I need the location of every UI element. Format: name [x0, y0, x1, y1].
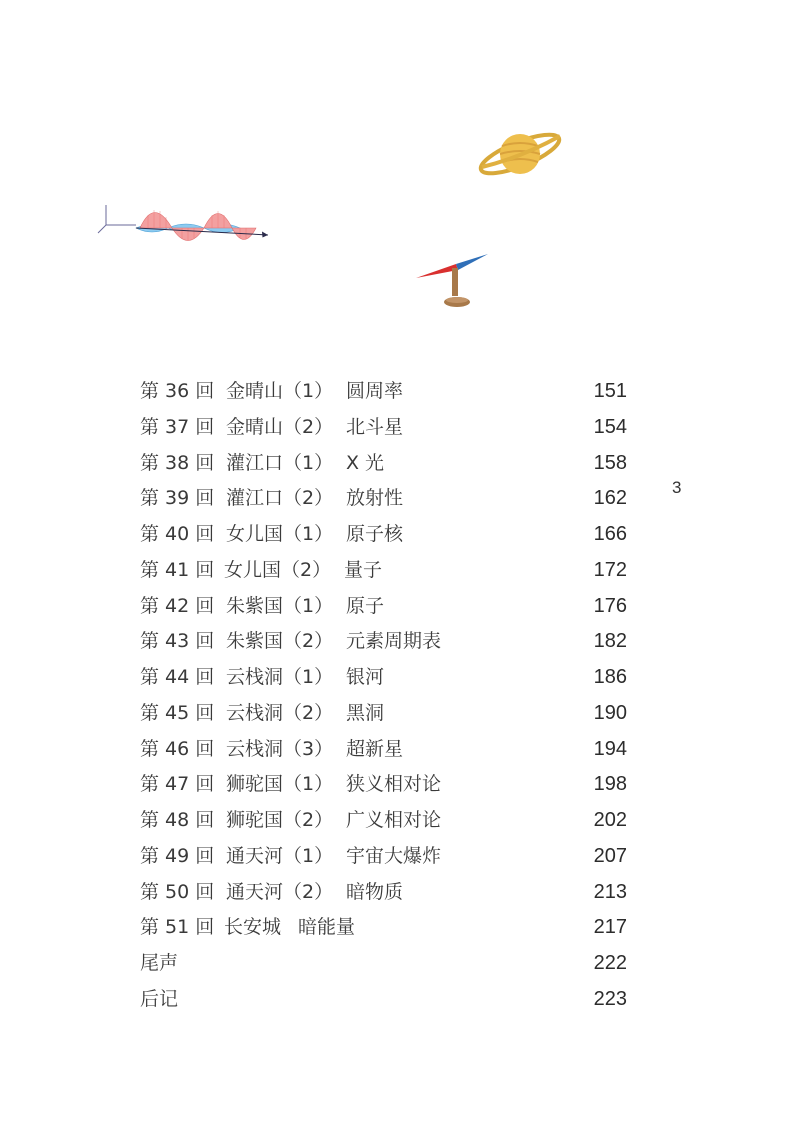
- chapter-place: 朱紫国（2）: [226, 630, 334, 653]
- page-ref: 182: [593, 630, 627, 653]
- chapter-topic: X 光: [346, 451, 385, 474]
- chapter-number: 后记: [140, 987, 179, 1010]
- toc-entry: [140, 767, 630, 803]
- page-ref: 172: [593, 558, 627, 581]
- chapter-number: 第 38 回: [140, 451, 215, 474]
- page-ref: 223: [593, 987, 627, 1010]
- page-ref: 207: [593, 844, 627, 867]
- chapter-number: 第 46 回: [140, 737, 215, 760]
- page-ref: 198: [593, 773, 627, 796]
- chapter-number: 第 36 回: [140, 380, 215, 402]
- page-ref: 158: [593, 451, 627, 474]
- toc-entry: [140, 374, 630, 410]
- chapter-topic: 黑洞: [346, 701, 385, 724]
- page-number: 3: [672, 478, 682, 497]
- toc-entry: [140, 910, 630, 946]
- chapter-topic: 圆周率: [346, 380, 404, 402]
- chapter-number: 第 43 回: [140, 630, 215, 653]
- chapter-place: 女儿国（2）: [224, 558, 332, 581]
- chapter-place: 金晴山（2）: [226, 415, 334, 438]
- chapter-topic: 超新星: [346, 737, 404, 760]
- saturn-illustration: [475, 120, 565, 188]
- page-ref: 154: [593, 415, 627, 438]
- chapter-topic: 广义相对论: [346, 809, 442, 831]
- toc-entry: [140, 446, 630, 482]
- chapter-number: 第 40 回: [140, 523, 215, 545]
- chapter-number: 第 48 回: [140, 809, 215, 831]
- toc-entry: [140, 696, 630, 732]
- toc-entry: [140, 839, 630, 875]
- toc-entry: [140, 660, 630, 696]
- page-ref: 213: [593, 880, 627, 903]
- table-of-contents: [140, 374, 630, 1018]
- page-ref: 222: [593, 952, 627, 974]
- page-ref: 186: [593, 666, 627, 688]
- page-ref: 162: [593, 487, 627, 510]
- chapter-number: 第 44 回: [140, 666, 215, 688]
- chapter-topic: 狭义相对论: [346, 773, 442, 796]
- chapter-place: 云栈洞（1）: [226, 666, 334, 688]
- toc-entry: [140, 803, 630, 839]
- page-ref: 194: [593, 737, 627, 760]
- toc-entry: [140, 875, 630, 911]
- chapter-place: 云栈洞（3）: [226, 737, 334, 760]
- page-ref: 190: [593, 701, 627, 724]
- chapter-number: 第 42 回: [140, 594, 215, 617]
- chapter-number: 第 41 回: [140, 558, 215, 581]
- page-ref: 202: [593, 809, 627, 831]
- compass-needle-illustration: [412, 250, 492, 312]
- chapter-number: 第 47 回: [140, 773, 215, 796]
- chapter-topic: 宇宙大爆炸: [346, 844, 442, 867]
- toc-entry: [140, 589, 630, 625]
- chapter-place: 通天河（1）: [226, 844, 334, 867]
- chapter-place: 长安城: [224, 916, 282, 939]
- chapter-place: 通天河（2）: [226, 880, 334, 903]
- page-ref: 151: [593, 380, 627, 402]
- chapter-topic: 放射性: [346, 487, 404, 510]
- chapter-place: 女儿国（1）: [226, 523, 334, 545]
- chapter-topic: 暗能量: [298, 916, 356, 939]
- chapter-topic: 元素周期表: [346, 630, 442, 653]
- chapter-number: 尾声: [140, 952, 179, 974]
- toc-entry: [140, 624, 630, 660]
- page-ref: 166: [593, 523, 627, 545]
- chapter-place: 灌江口（2）: [226, 487, 334, 510]
- toc-entry: [140, 410, 630, 446]
- chapter-topic: 北斗星: [346, 415, 404, 438]
- chapter-number: 第 37 回: [140, 415, 215, 438]
- toc-entry: [140, 946, 630, 982]
- chapter-number: 第 39 回: [140, 487, 215, 510]
- page-ref: 176: [593, 594, 627, 617]
- chapter-place: 云栈洞（2）: [226, 701, 334, 724]
- toc-entry: [140, 982, 630, 1018]
- chapter-topic: 银河: [346, 666, 385, 688]
- chapter-place: 金晴山（1）: [226, 380, 334, 402]
- chapter-place: 灌江口（1）: [226, 451, 334, 474]
- chapter-place: 狮驼国（1）: [226, 773, 334, 796]
- electromagnetic-wave-illustration: [92, 195, 277, 250]
- chapter-topic: 量子: [344, 558, 383, 581]
- chapter-number: 第 49 回: [140, 844, 215, 867]
- chapter-topic: 暗物质: [346, 880, 404, 903]
- chapter-number: 第 51 回: [140, 916, 215, 939]
- toc-entry: [140, 517, 630, 553]
- toc-entry: [140, 732, 630, 768]
- toc-entry: [140, 553, 630, 589]
- chapter-number: 第 45 回: [140, 701, 215, 724]
- chapter-number: 第 50 回: [140, 880, 215, 903]
- chapter-place: 狮驼国（2）: [226, 809, 334, 831]
- chapter-topic: 原子核: [346, 523, 404, 545]
- chapter-place: 朱紫国（1）: [226, 594, 334, 617]
- chapter-topic: 原子: [346, 594, 385, 617]
- page-ref: 217: [593, 916, 627, 939]
- toc-entry: [140, 481, 630, 517]
